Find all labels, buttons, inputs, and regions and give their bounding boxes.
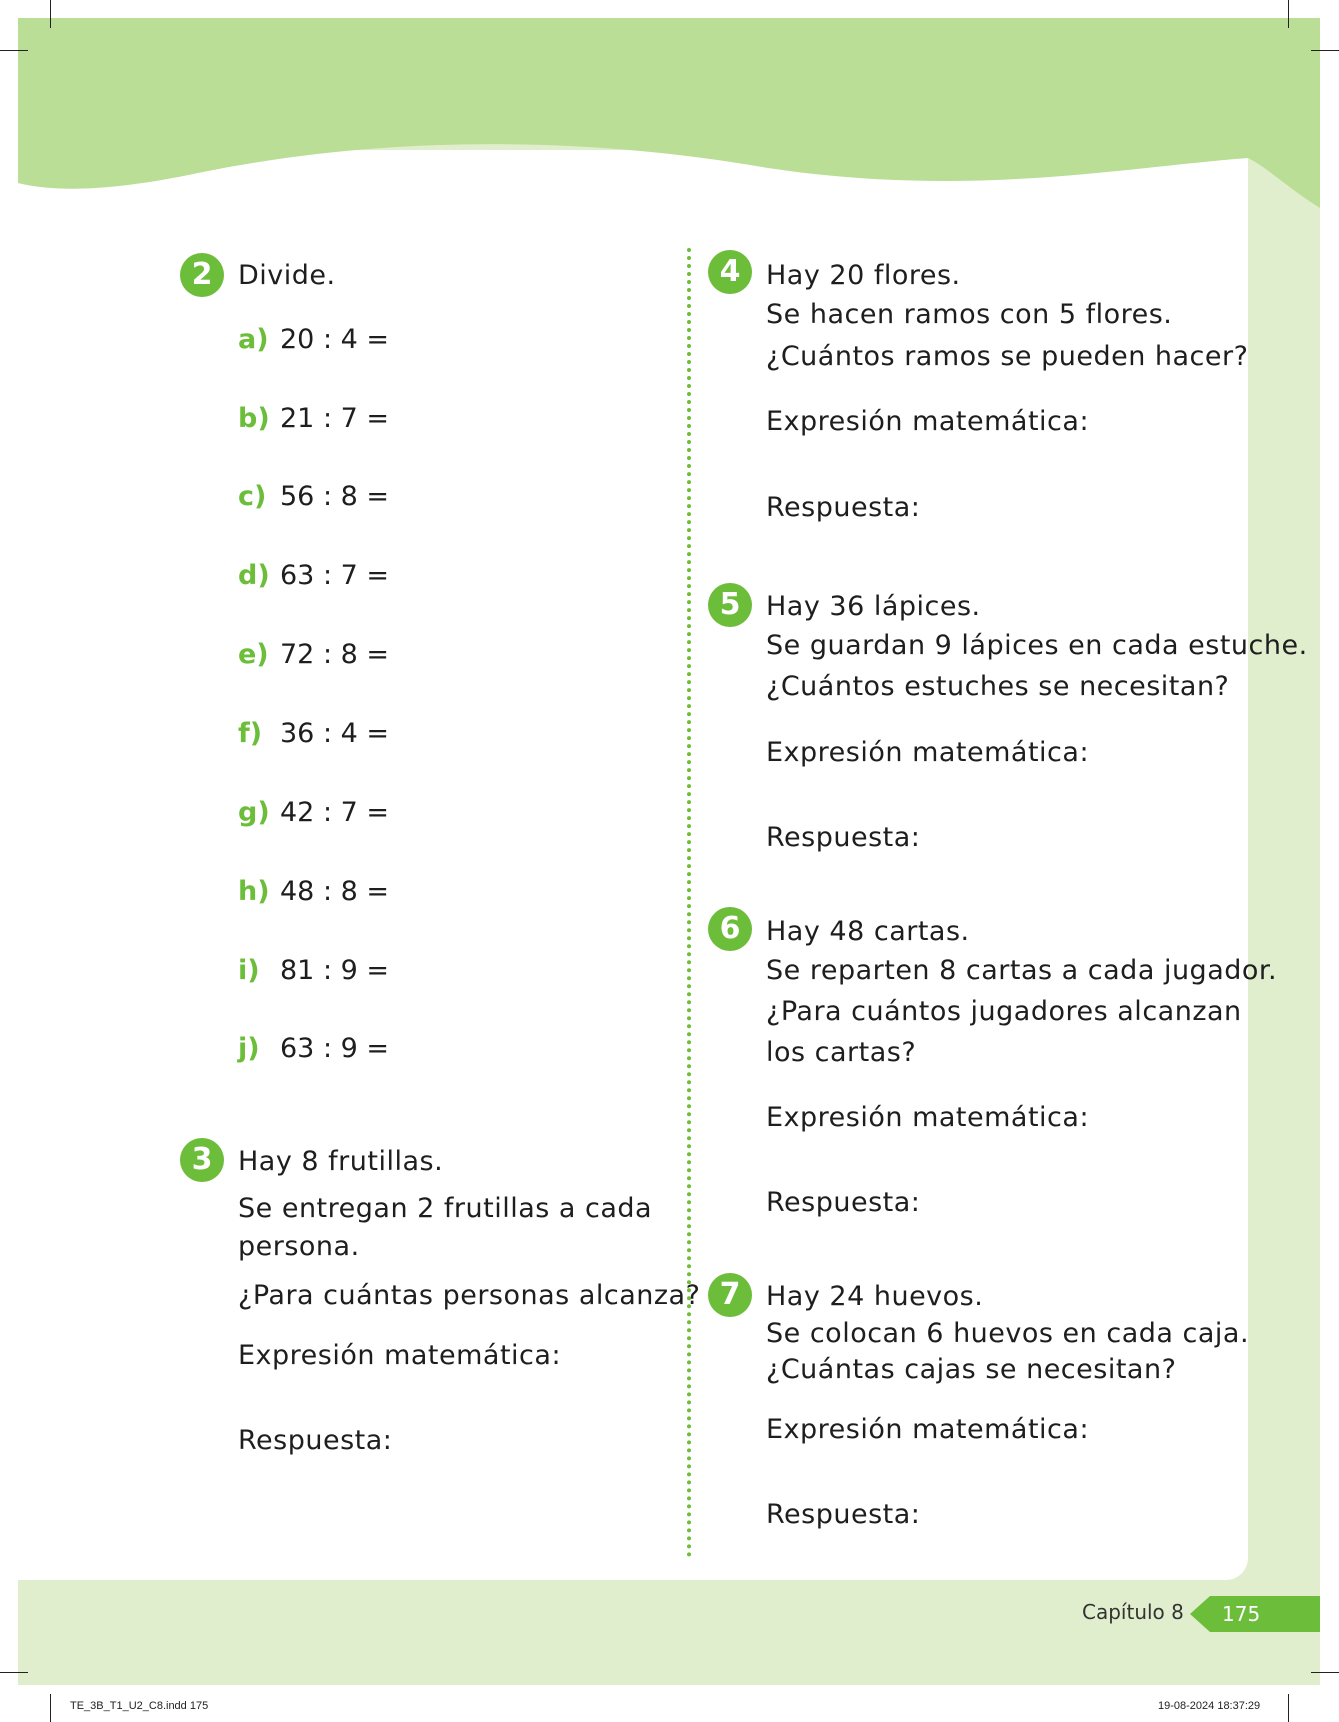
problem-question: ¿Para cuántos jugadores alcanzan <box>766 996 1242 1027</box>
problem-text: Se colocan 6 huevos en cada caja. <box>766 1318 1250 1349</box>
crop-mark <box>50 0 51 28</box>
answer-label: Respuesta: <box>766 1499 921 1530</box>
problem-text: Se hacen ramos con 5 flores. <box>766 299 1173 330</box>
problem-text: persona. <box>238 1231 360 1262</box>
item-label: f) <box>238 718 263 749</box>
page-number: 175 <box>1222 1602 1261 1626</box>
crop-mark <box>50 1694 51 1722</box>
division-item <box>238 324 389 355</box>
problem-question: ¿Para cuántas personas alcanza? <box>238 1280 701 1311</box>
item-expression: 20 : 4 = <box>280 324 390 355</box>
crop-mark <box>1288 0 1289 28</box>
problem-text: Hay 48 cartas. <box>766 916 970 947</box>
crop-mark <box>0 50 28 51</box>
problem-text: Hay 8 frutillas. <box>238 1146 444 1177</box>
crop-mark <box>1288 1694 1289 1722</box>
problem-text: Hay 20 flores. <box>766 260 961 291</box>
expression-label: Expresión matemática: <box>766 737 1090 768</box>
crop-mark <box>1311 1672 1339 1673</box>
problem-text: Hay 36 lápices. <box>766 591 981 622</box>
item-label: i) <box>238 955 260 986</box>
item-expression: 21 : 7 = <box>280 403 390 434</box>
item-expression: 48 : 8 = <box>280 876 390 907</box>
item-label: c) <box>238 481 267 512</box>
item-label: j) <box>238 1033 260 1064</box>
question-number: 7 <box>708 1273 752 1317</box>
chapter-label: Capítulo 8 <box>1082 1600 1184 1624</box>
question-number: 4 <box>708 250 752 294</box>
problem-question: ¿Cuántas cajas se necesitan? <box>766 1354 1177 1385</box>
answer-label: Respuesta: <box>238 1425 393 1456</box>
item-label: g) <box>238 797 270 828</box>
question-number: 6 <box>708 907 752 951</box>
item-expression: 56 : 8 = <box>280 481 390 512</box>
problem-question: ¿Cuántos estuches se necesitan? <box>766 671 1230 702</box>
column-divider <box>687 248 691 1558</box>
expression-label: Expresión matemática: <box>766 1414 1090 1445</box>
item-expression: 36 : 4 = <box>280 718 390 749</box>
item-label: b) <box>238 403 270 434</box>
expression-label: Expresión matemática: <box>766 1102 1090 1133</box>
item-expression: 72 : 8 = <box>280 639 390 670</box>
answer-label: Respuesta: <box>766 492 921 523</box>
division-item <box>238 955 389 986</box>
problem-text: Se entregan 2 frutillas a cada <box>238 1193 653 1224</box>
header-wave <box>18 18 1320 218</box>
expression-label: Expresión matemática: <box>766 406 1090 437</box>
item-label: h) <box>238 876 270 907</box>
answer-label: Respuesta: <box>766 1187 921 1218</box>
division-item <box>238 403 389 434</box>
problem-question: ¿Cuántos ramos se pueden hacer? <box>766 341 1249 372</box>
print-slug-datetime: 19-08-2024 18:37:29 <box>1158 1700 1261 1712</box>
question-2-title: Divide. <box>238 260 336 291</box>
division-item <box>238 560 389 591</box>
page-number-tab <box>1190 1596 1320 1632</box>
division-item <box>238 481 389 512</box>
item-expression: 42 : 7 = <box>280 797 390 828</box>
division-item <box>238 876 389 907</box>
answer-label: Respuesta: <box>766 822 921 853</box>
division-item <box>238 1033 389 1064</box>
item-expression: 63 : 7 = <box>280 560 390 591</box>
problem-text: Se guardan 9 lápices en cada estuche. <box>766 630 1308 661</box>
expression-label: Expresión matemática: <box>238 1340 562 1371</box>
question-number: 5 <box>708 583 752 627</box>
item-expression: 63 : 9 = <box>280 1033 390 1064</box>
division-item <box>238 797 389 828</box>
item-label: e) <box>238 639 269 670</box>
question-number: 2 <box>180 253 224 297</box>
problem-text: Se reparten 8 cartas a cada jugador. <box>766 955 1278 986</box>
crop-mark <box>1311 50 1339 51</box>
division-item <box>238 639 389 670</box>
item-label: a) <box>238 324 269 355</box>
problem-question: los cartas? <box>766 1037 917 1068</box>
print-slug-file: TE_3B_T1_U2_C8.indd 175 <box>70 1700 209 1712</box>
item-expression: 81 : 9 = <box>280 955 390 986</box>
crop-mark <box>0 1672 28 1673</box>
question-number: 3 <box>180 1138 224 1182</box>
item-label: d) <box>238 560 270 591</box>
division-item <box>238 718 389 749</box>
problem-text: Hay 24 huevos. <box>766 1281 984 1312</box>
